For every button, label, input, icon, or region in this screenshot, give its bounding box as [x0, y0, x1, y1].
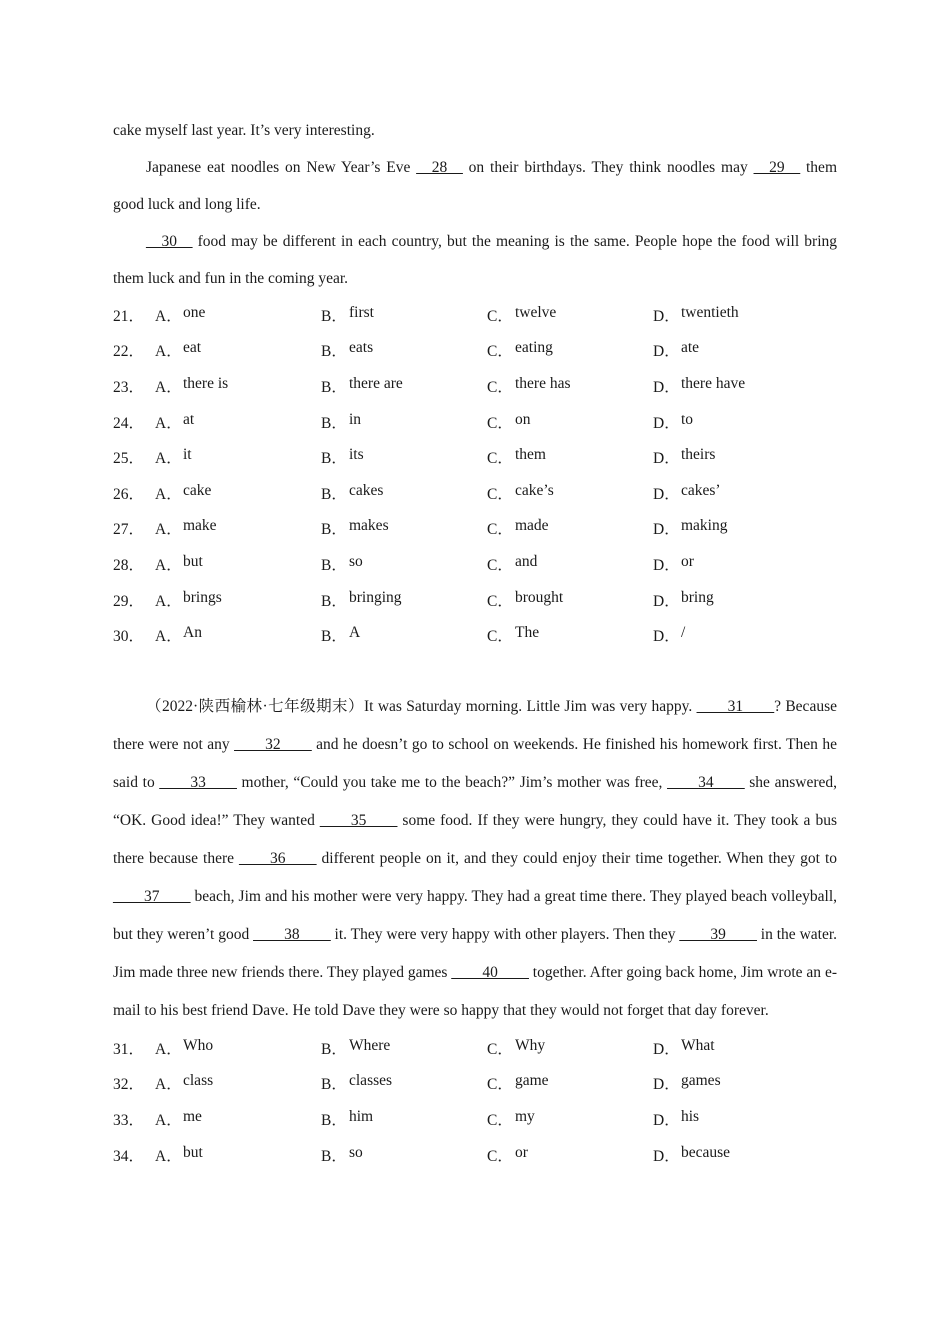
passage-text: Japanese eat noodles on New Year’s Eve [146, 159, 417, 176]
option-b [321, 375, 487, 397]
option-a [155, 304, 321, 326]
blank-37: ____37____ [113, 887, 191, 905]
option-letter: C． [487, 450, 513, 468]
passage-text: she answered, “OK. Good idea!” They wanted [113, 773, 837, 829]
passage-text: It was Saturday morning. Little Jim was very happy. [364, 697, 697, 715]
question-number: 28． [113, 556, 145, 574]
option-text: cakes’ [681, 481, 721, 499]
option-b [321, 1108, 487, 1130]
question-row [113, 617, 837, 653]
option-text: there have [681, 374, 746, 392]
option-text: cake’s [515, 481, 554, 499]
option-letter: B． [321, 378, 347, 396]
option-text: / [681, 624, 686, 642]
option-text: at [183, 410, 195, 428]
option-text: on [515, 410, 531, 428]
option-letter: D． [653, 521, 680, 539]
option-text: eats [349, 339, 374, 357]
question-number: 33． [113, 1111, 145, 1129]
option-text: but [183, 552, 203, 570]
passage-text: food may be different in each country, but the meaning is the same. People hope the food will bring them luck and fun in the coming year. [113, 233, 838, 287]
option-text: or [515, 1143, 528, 1161]
option-letter: C． [487, 343, 513, 361]
option-letter: B． [321, 485, 347, 503]
option-b [321, 589, 487, 611]
question-row [113, 582, 837, 618]
option-text: first [349, 303, 374, 321]
option-letter: C． [487, 592, 513, 610]
option-letter: D． [653, 343, 680, 361]
option-letter: A． [155, 1040, 182, 1058]
option-letter: D． [653, 414, 680, 432]
blank-32: ____32____ [234, 735, 312, 753]
option-text: so [349, 1143, 363, 1161]
option-b [321, 517, 487, 539]
option-a [155, 589, 321, 611]
option-d [653, 1144, 819, 1166]
option-letter: D． [653, 556, 680, 574]
option-text: because [681, 1143, 731, 1161]
option-b [321, 304, 487, 326]
option-letter: B． [321, 450, 347, 468]
option-letter: C． [487, 485, 513, 503]
option-letter: B． [321, 1040, 347, 1058]
option-a [155, 339, 321, 361]
question-number: 24． [113, 414, 145, 432]
option-letter: C． [487, 307, 513, 325]
option-text: there are [349, 374, 403, 392]
option-letter: C． [487, 378, 513, 396]
option-text: cake [183, 481, 212, 499]
question-number: 25． [113, 450, 145, 468]
option-b [321, 1144, 487, 1166]
option-text: twentieth [681, 303, 739, 321]
option-letter: B． [321, 592, 347, 610]
option-letter: C． [487, 414, 513, 432]
option-d [653, 589, 819, 611]
question-row [113, 297, 837, 333]
option-c [487, 304, 653, 326]
option-letter: D． [653, 1040, 680, 1058]
option-text: in [349, 410, 362, 428]
option-b [321, 339, 487, 361]
option-d [653, 553, 819, 575]
option-b [321, 624, 487, 646]
option-text: brings [183, 588, 222, 606]
option-text: bring [681, 588, 714, 606]
question-row [113, 1030, 837, 1066]
source-tag: （2022·陕西榆林·七年级期末） [146, 697, 365, 715]
option-text: me [183, 1107, 202, 1125]
passage1-paragraph-2 [113, 223, 837, 297]
option-text: eating [515, 339, 553, 357]
option-c [487, 411, 653, 433]
option-text: The [515, 624, 540, 642]
option-c [487, 1037, 653, 1059]
option-text: making [681, 517, 728, 535]
option-letter: D． [653, 485, 680, 503]
option-c [487, 517, 653, 539]
option-letter: C． [487, 628, 513, 646]
blank-38: ____38____ [253, 925, 331, 943]
option-d [653, 1072, 819, 1094]
option-letter: B． [321, 1076, 347, 1094]
option-text: Why [515, 1036, 546, 1054]
blank-31: ____31____ [696, 697, 775, 715]
option-a [155, 1072, 321, 1094]
option-text: A [349, 624, 361, 642]
option-letter: C． [487, 1076, 513, 1094]
option-letter: A． [155, 556, 182, 574]
option-b [321, 553, 487, 575]
option-a [155, 1144, 321, 1166]
option-c [487, 339, 653, 361]
blank-35: ____35____ [319, 811, 398, 829]
option-text: or [681, 552, 694, 570]
option-letter: C． [487, 556, 513, 574]
option-a [155, 482, 321, 504]
option-d [653, 446, 819, 468]
option-c [487, 375, 653, 397]
option-letter: C． [487, 521, 513, 539]
passage1-paragraph-1 [113, 149, 837, 223]
option-text: it [183, 446, 192, 464]
option-text: and [515, 552, 538, 570]
option-letter: D． [653, 1111, 680, 1129]
option-c [487, 1144, 653, 1166]
option-letter: A． [155, 343, 182, 361]
document-page [113, 112, 837, 1172]
blank-33: ____33____ [159, 773, 237, 791]
option-a [155, 1037, 321, 1059]
option-text: one [183, 303, 206, 321]
question-number: 22． [113, 343, 145, 361]
option-text: Who [183, 1036, 214, 1054]
option-text: there is [183, 374, 229, 392]
option-letter: A． [155, 414, 182, 432]
option-letter: A． [155, 1076, 182, 1094]
question-number: 34． [113, 1147, 145, 1165]
option-letter: B． [321, 343, 347, 361]
option-text: make [183, 517, 217, 535]
question-number: 27． [113, 521, 145, 539]
question-row [113, 1137, 837, 1173]
option-text: twelve [515, 303, 557, 321]
option-letter: B． [321, 1147, 347, 1165]
passage-text: in the water. Jim made three new friends there. They played games [113, 925, 838, 981]
passage-text: together. After going back home, Jim wrote an e-mail to his best friend Dave. He told Dave they were so happy that they would not forget that day forever. [113, 963, 838, 1019]
option-text: makes [349, 517, 389, 535]
option-letter: A． [155, 1147, 182, 1165]
option-letter: A． [155, 450, 182, 468]
option-letter: C． [487, 1111, 513, 1129]
option-text: there has [515, 374, 571, 392]
option-d [653, 1037, 819, 1059]
option-letter: A． [155, 592, 182, 610]
option-a [155, 446, 321, 468]
blank-29: __29__ [753, 159, 801, 176]
blank-30: __30__ [146, 233, 193, 250]
option-letter: A． [155, 485, 182, 503]
question-number: 30． [113, 628, 145, 646]
question-number: 23． [113, 378, 145, 396]
option-b [321, 446, 487, 468]
blank-40: ____40____ [451, 963, 529, 981]
option-text: to [681, 410, 694, 428]
question-row [113, 1066, 837, 1102]
option-c [487, 482, 653, 504]
option-letter: A． [155, 378, 182, 396]
section-gap [113, 653, 837, 688]
option-b [321, 1072, 487, 1094]
option-letter: D． [653, 1076, 680, 1094]
option-letter: B． [321, 1111, 347, 1129]
option-d [653, 517, 819, 539]
passage-text: ? Because there were not any [113, 697, 837, 753]
option-letter: A． [155, 521, 182, 539]
blank-39: ____39____ [679, 925, 757, 943]
option-text: theirs [681, 446, 716, 464]
passage-text: and he doesn’t go to school on weekends. He finished his homework first. Then he said to [113, 735, 837, 791]
option-letter: D． [653, 628, 680, 646]
question-list-31-34 [113, 1030, 837, 1172]
option-text: him [349, 1107, 374, 1125]
question-number: 31． [113, 1040, 145, 1058]
option-letter: D． [653, 1147, 680, 1165]
option-letter: C． [487, 1147, 513, 1165]
option-text: made [515, 517, 549, 535]
passage-text: on their birthdays. They think noodles may [468, 159, 754, 176]
option-letter: B． [321, 307, 347, 325]
blank-28: __28__ [416, 159, 463, 176]
option-d [653, 1108, 819, 1130]
option-d [653, 375, 819, 397]
option-letter: D． [653, 307, 680, 325]
question-row [113, 333, 837, 369]
option-c [487, 624, 653, 646]
option-a [155, 553, 321, 575]
passage1-line: cake myself last year. It’s very interesting. [113, 122, 375, 139]
question-row [113, 439, 837, 475]
question-row [113, 475, 837, 511]
option-d [653, 304, 819, 326]
question-row [113, 546, 837, 582]
option-text: games [681, 1072, 721, 1090]
option-text: brought [515, 588, 564, 606]
option-text: my [515, 1107, 535, 1125]
option-a [155, 375, 321, 397]
option-a [155, 1108, 321, 1130]
option-letter: D． [653, 592, 680, 610]
option-c [487, 1108, 653, 1130]
passage-text: some food. If they were hungry, they could have it. They took a bus there because there [113, 811, 837, 867]
option-c [487, 589, 653, 611]
question-number: 26． [113, 485, 145, 503]
option-letter: C． [487, 1040, 513, 1058]
question-row [113, 368, 837, 404]
option-letter: A． [155, 628, 182, 646]
option-d [653, 339, 819, 361]
option-d [653, 624, 819, 646]
option-text: eat [183, 339, 202, 357]
option-text: its [349, 446, 364, 464]
blank-34: ____34____ [667, 773, 745, 791]
option-b [321, 482, 487, 504]
option-b [321, 411, 487, 433]
option-text: bringing [349, 588, 402, 606]
option-text: his [681, 1107, 700, 1125]
option-text: cakes [349, 481, 384, 499]
question-row [113, 1101, 837, 1137]
blank-36: ____36____ [239, 849, 317, 867]
option-text: class [183, 1072, 214, 1090]
option-text: them [515, 446, 546, 464]
option-letter: D． [653, 378, 680, 396]
passage-text: mother, “Could you take me to the beach?” Jim’s mother was free, [241, 773, 668, 791]
option-b [321, 1037, 487, 1059]
option-text: so [349, 552, 363, 570]
question-row [113, 404, 837, 440]
option-letter: A． [155, 307, 182, 325]
passage-text: them good luck and long life. [113, 159, 837, 213]
option-letter: B． [321, 556, 347, 574]
option-text: Where [349, 1036, 391, 1054]
option-c [487, 553, 653, 575]
passage-text: it. They were very happy with other players. Then they [334, 925, 680, 943]
passage2-paragraph [113, 688, 837, 1030]
passage-text: different people on it, and they could enjoy their time together. When they got to [321, 849, 837, 867]
question-row [113, 511, 837, 547]
option-c [487, 446, 653, 468]
option-text: game [515, 1072, 549, 1090]
option-letter: B． [321, 628, 347, 646]
passage-text: beach, Jim and his mother were very happy. They had a great time there. They played beach volleyball, but they weren’t good [113, 887, 837, 943]
option-letter: B． [321, 521, 347, 539]
option-a [155, 411, 321, 433]
option-d [653, 411, 819, 433]
option-text: but [183, 1143, 203, 1161]
option-text: An [183, 624, 202, 642]
option-a [155, 517, 321, 539]
question-number: 21． [113, 307, 145, 325]
option-text: What [681, 1036, 715, 1054]
option-c [487, 1072, 653, 1094]
option-letter: B． [321, 414, 347, 432]
option-text: ate [681, 339, 700, 357]
question-number: 29． [113, 592, 145, 610]
option-a [155, 624, 321, 646]
question-number: 32． [113, 1076, 145, 1094]
option-text: classes [349, 1072, 393, 1090]
option-d [653, 482, 819, 504]
option-letter: D． [653, 450, 680, 468]
option-letter: A． [155, 1111, 182, 1129]
question-list-21-30 [113, 297, 837, 653]
